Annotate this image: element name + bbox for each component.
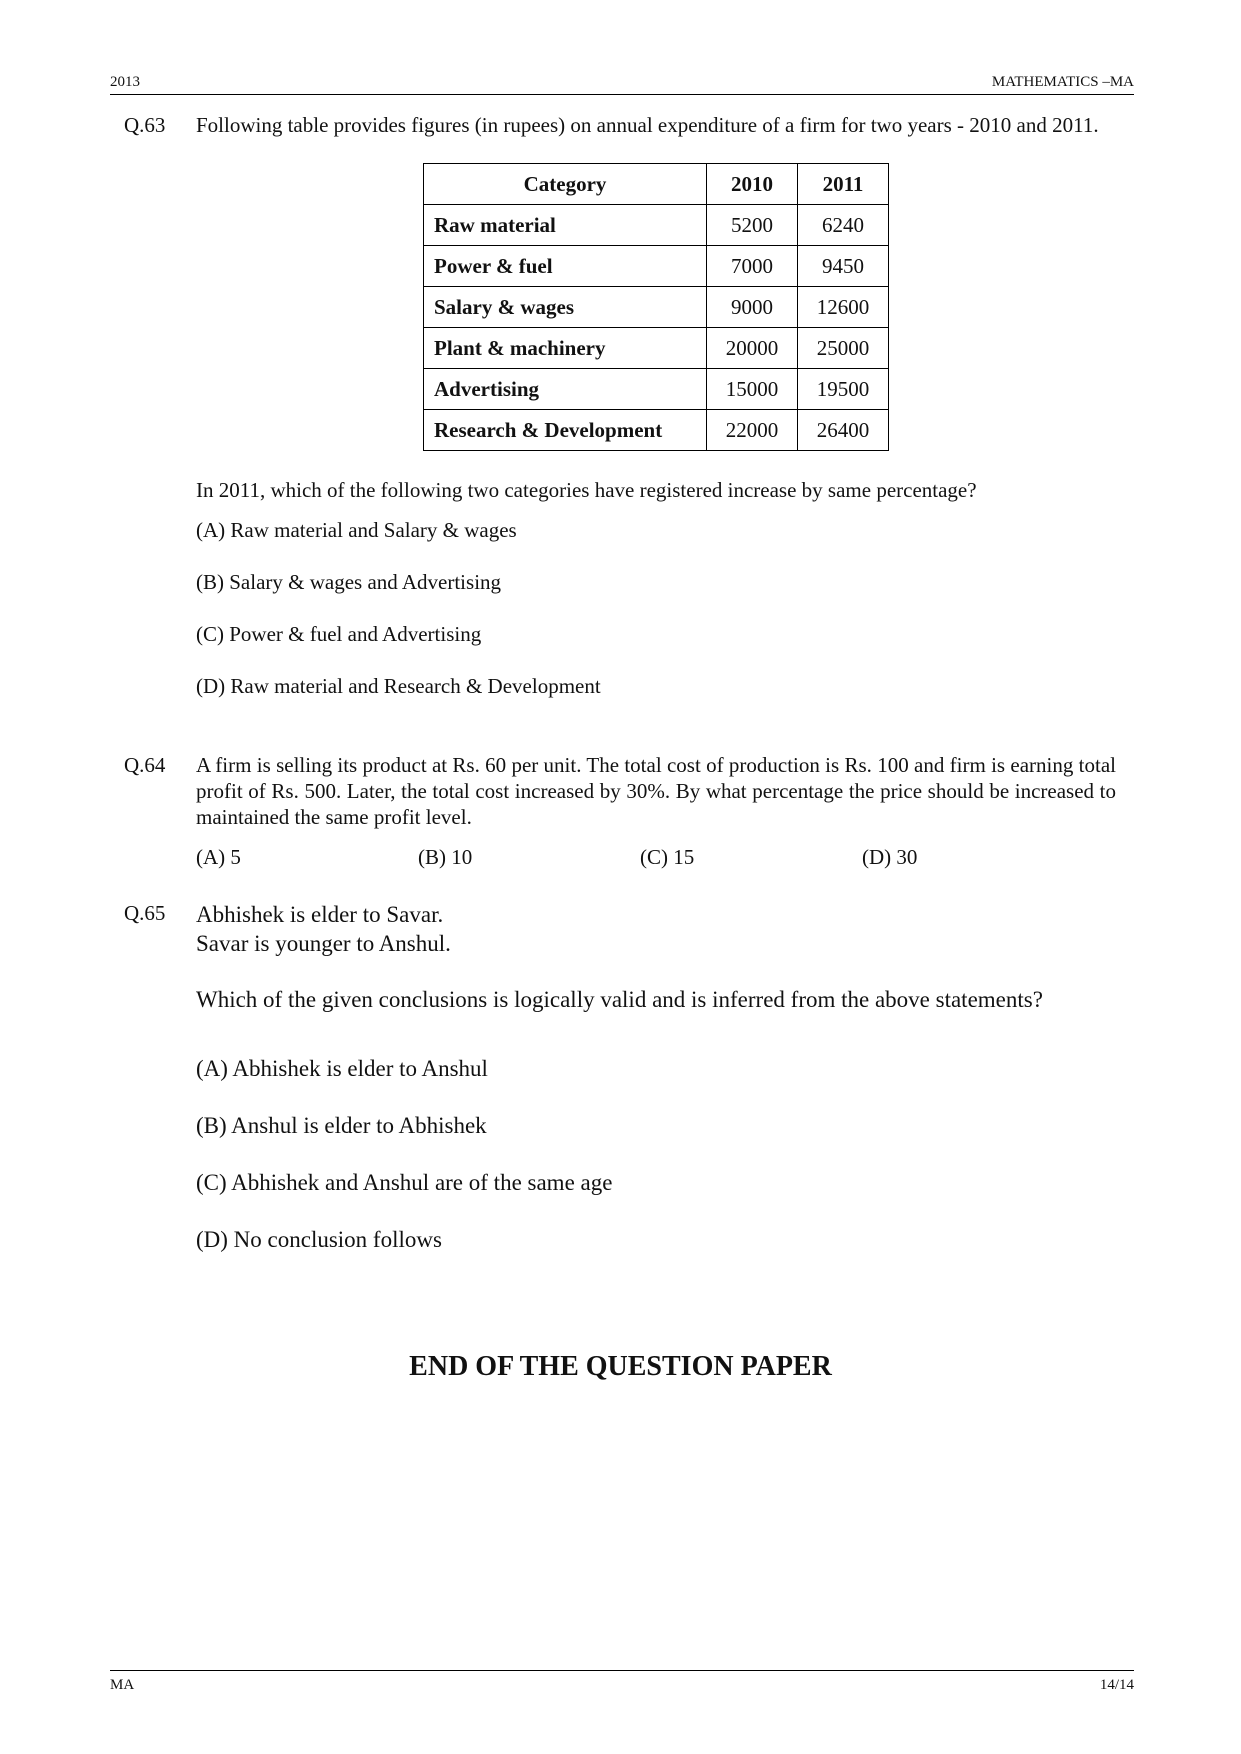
page-header [110, 74, 1134, 95]
option-b: (B) Anshul is elder to Abhishek [196, 1113, 487, 1138]
option-b: (B) 10 [418, 845, 473, 869]
table-cell-2010: 5200 [707, 205, 798, 246]
table-cell-2011: 25000 [798, 328, 889, 369]
table-cell-category: Power & fuel [424, 246, 707, 287]
expenditure-table [423, 163, 889, 451]
table-cell-2010: 9000 [707, 287, 798, 328]
table-cell-2011: 19500 [798, 369, 889, 410]
option-d: (D) Raw material and Research & Development [196, 674, 601, 698]
table-cell-2011: 26400 [798, 410, 889, 451]
table-row [424, 369, 889, 410]
option-c: (C) Abhishek and Anshul are of the same age [196, 1170, 613, 1195]
table-cell-category: Research & Development [424, 410, 707, 451]
table-cell-category: Raw material [424, 205, 707, 246]
table-cell-category: Salary & wages [424, 287, 707, 328]
table-cell-2010: 22000 [707, 410, 798, 451]
question-64 [124, 752, 1124, 870]
question-63 [124, 112, 1124, 699]
table-cell-2011: 6240 [798, 205, 889, 246]
table-header: 2010 [707, 164, 798, 205]
question-number: Q.65 [124, 901, 166, 925]
option-c: (C) 15 [640, 845, 695, 869]
page-footer [110, 1670, 1134, 1694]
header-year: 2013 [110, 74, 140, 90]
table-cell-2011: 9450 [798, 246, 889, 287]
table-row [424, 410, 889, 451]
footer-code: MA [110, 1677, 135, 1693]
header-subject: MATHEMATICS –MA [991, 74, 1134, 90]
table-row [424, 287, 889, 328]
statement-2: Savar is younger to Anshul. [196, 931, 451, 956]
question-text: A firm is selling its product at Rs. 60 per unit. The total cost of production is Rs. 100 and firm is earning total profit of Rs. 500. Later, the total cost increased by 30%. By what percentage the price should be increased to maintained the same profit level. [196, 753, 1116, 829]
question-text: Following table provides figures (in rupees) on annual expenditure of a firm for two years - 2010 and 2011. [196, 113, 1099, 137]
end-of-paper-heading: END OF THE QUESTION PAPER [409, 1351, 832, 1382]
table-header-row [424, 164, 889, 205]
option-a: (A) 5 [196, 845, 241, 869]
question-stem: Which of the given conclusions is logically valid and is inferred from the above statements? [196, 987, 1043, 1012]
option-b: (B) Salary & wages and Advertising [196, 570, 502, 594]
table-row [424, 246, 889, 287]
table-cell-2011: 12600 [798, 287, 889, 328]
option-a: (A) Abhishek is elder to Anshul [196, 1056, 488, 1081]
statement-1: Abhishek is elder to Savar. [196, 902, 444, 927]
table-header: 2011 [798, 164, 889, 205]
question-stem: In 2011, which of the following two categories have registered increase by same percentage? [196, 478, 977, 502]
option-d: (D) No conclusion follows [196, 1227, 442, 1252]
options-row [196, 844, 1116, 870]
page-number: 14/14 [1099, 1677, 1134, 1693]
option-c: (C) Power & fuel and Advertising [196, 622, 482, 646]
table-cell-category: Plant & machinery [424, 328, 707, 369]
table-row [424, 328, 889, 369]
option-a: (A) Raw material and Salary & wages [196, 518, 517, 542]
table-header: Category [424, 164, 707, 205]
table-cell-2010: 7000 [707, 246, 798, 287]
table-row [424, 205, 889, 246]
question-number: Q.64 [124, 753, 166, 777]
question-number: Q.63 [124, 113, 166, 137]
table-cell-2010: 20000 [707, 328, 798, 369]
question-65 [124, 900, 1124, 1254]
option-d: (D) 30 [862, 845, 918, 869]
table-cell-category: Advertising [424, 369, 707, 410]
table-cell-2010: 15000 [707, 369, 798, 410]
